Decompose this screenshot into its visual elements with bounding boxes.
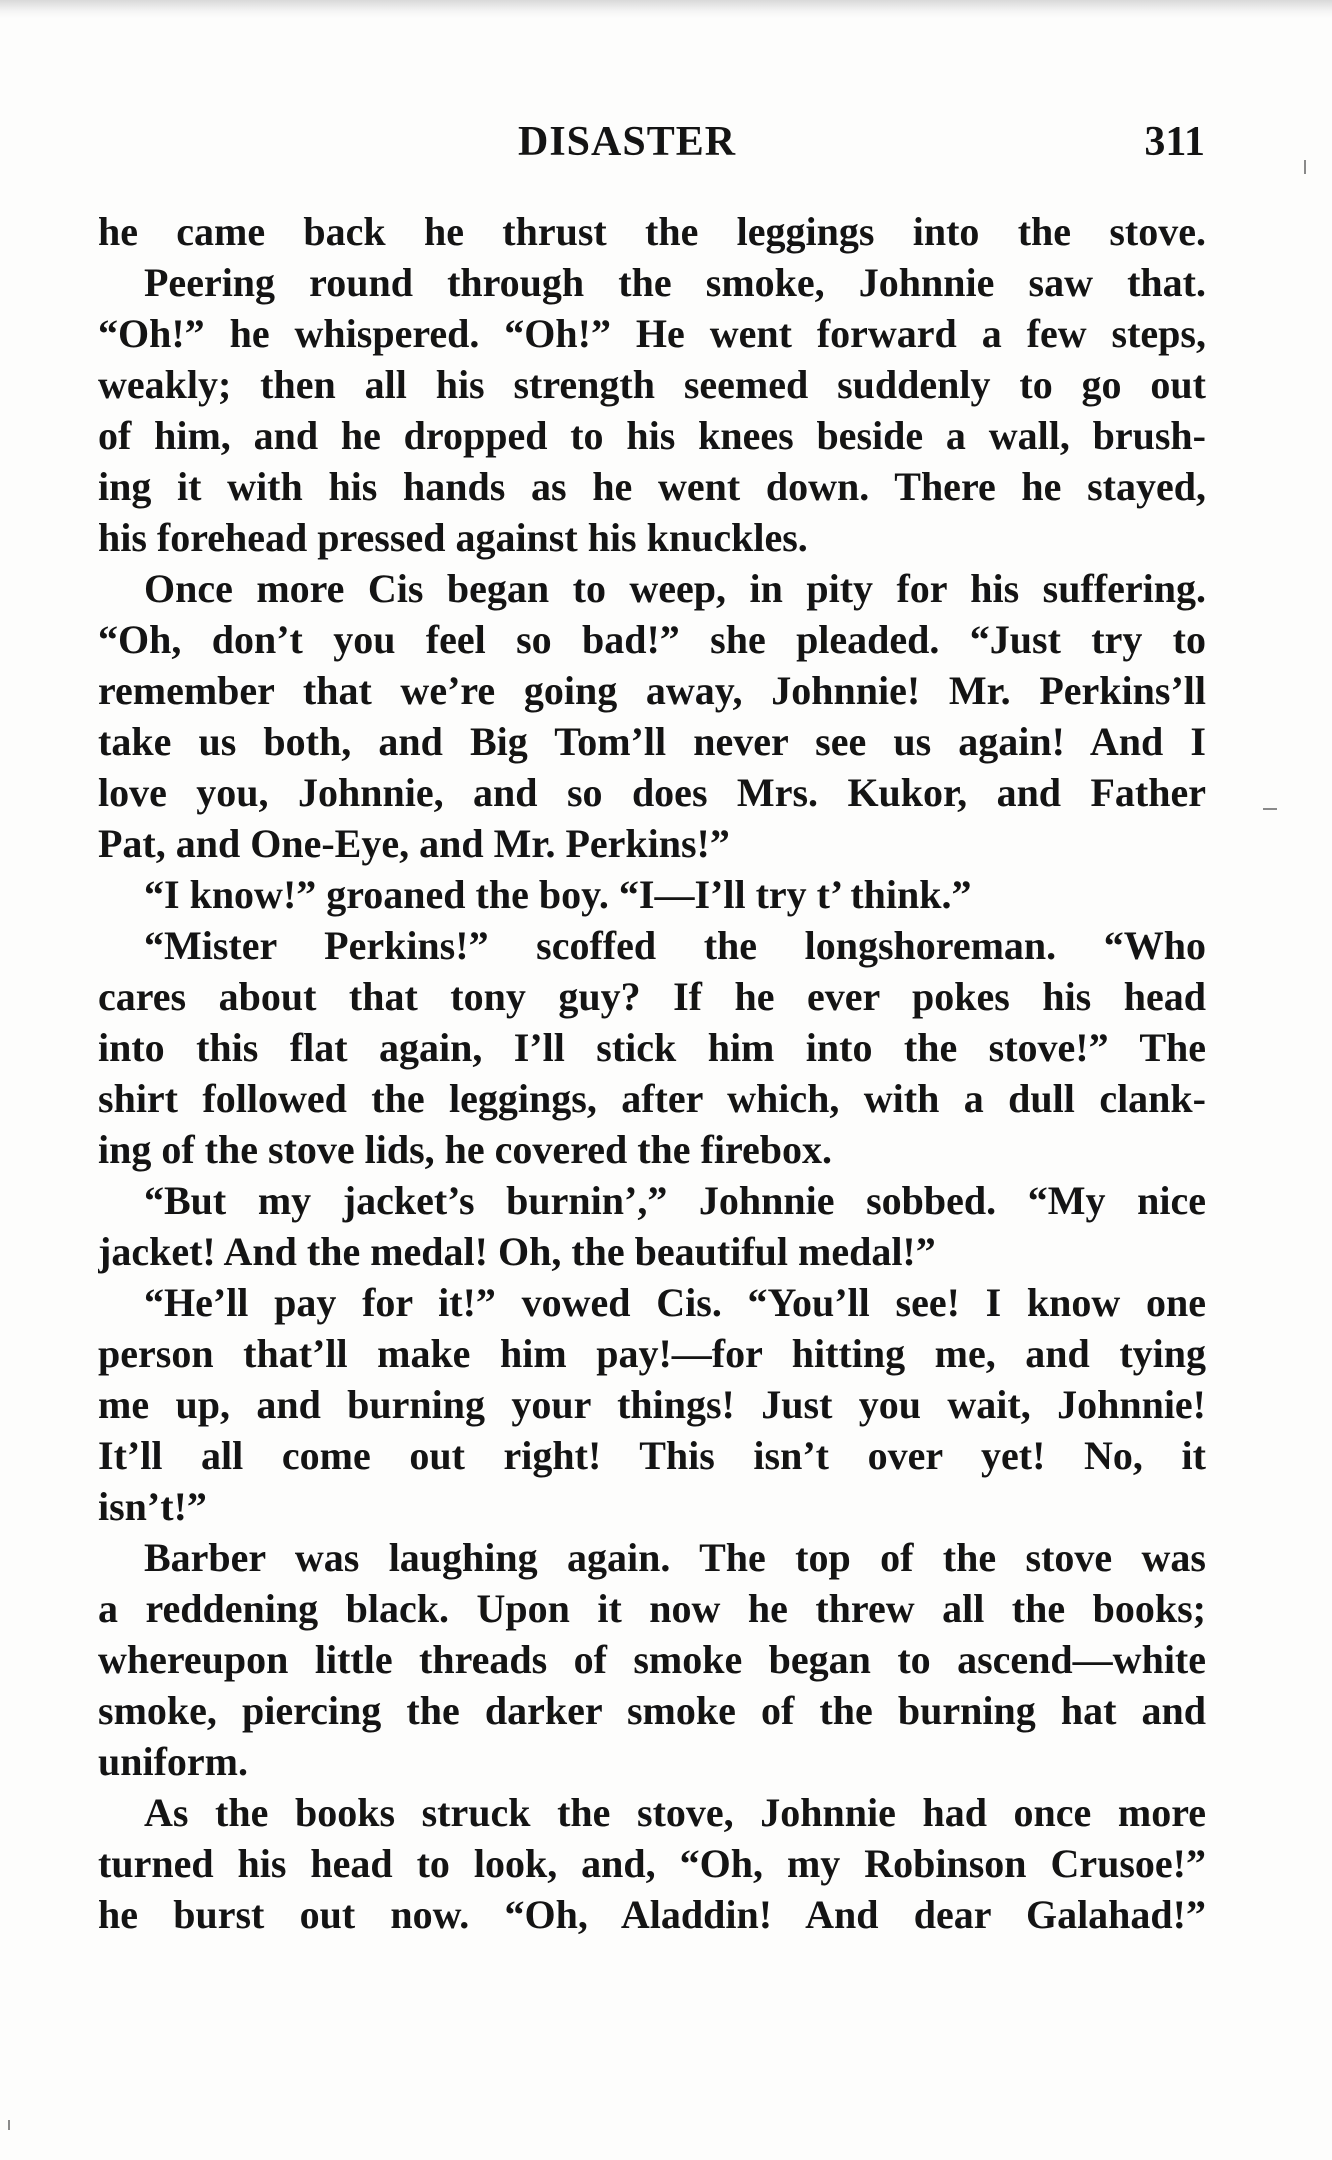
text-line: into this flat again, I’ll stick him into the stove!” The bbox=[98, 1025, 1206, 1070]
body-text bbox=[98, 206, 1206, 1940]
text-line: ing of the stove lids, he covered the firebox. bbox=[98, 1127, 833, 1172]
text-line: his forehead pressed against his knuckles. bbox=[98, 515, 808, 560]
text-line: Peering round through the smoke, Johnnie saw that. bbox=[144, 260, 1206, 305]
text-line: smoke, piercing the darker smoke of the burning hat and bbox=[98, 1688, 1206, 1733]
text-line: love you, Johnnie, and so does Mrs. Kukor, and Father bbox=[98, 770, 1206, 815]
text-line: me up, and burning your things! Just you wait, Johnnie! bbox=[98, 1382, 1206, 1427]
text-line: “Oh, don’t you feel so bad!” she pleaded. “Just try to bbox=[98, 617, 1206, 662]
text-line: uniform. bbox=[98, 1739, 248, 1784]
text-line: “Mister Perkins!” scoffed the longshoreman. “Who bbox=[144, 923, 1206, 968]
page-top-edge bbox=[0, 0, 1332, 18]
text-line: take us both, and Big Tom’ll never see us again! And I bbox=[98, 719, 1206, 764]
text-line: whereupon little threads of smoke began to ascend—white bbox=[98, 1637, 1206, 1682]
text-line: remember that we’re going away, Johnnie! Mr. Perkins’ll bbox=[98, 668, 1206, 713]
text-line: weakly; then all his strength seemed suddenly to go out bbox=[98, 362, 1206, 407]
scan-speck bbox=[1263, 808, 1277, 810]
text-line: It’ll all come out right! This isn’t over yet! No, it bbox=[98, 1433, 1206, 1478]
scan-speck bbox=[1304, 160, 1306, 174]
text-line: “Oh!” he whispered. “Oh!” He went forward a few steps, bbox=[98, 311, 1206, 356]
text-line: he burst out now. “Oh, Aladdin! And dear Galahad!” bbox=[98, 1892, 1206, 1937]
text-line: Pat, and One-Eye, and Mr. Perkins!” bbox=[98, 821, 730, 866]
text-line: he came back he thrust the leggings into the stove. bbox=[98, 209, 1206, 254]
text-line: “I know!” groaned the boy. “I—I’ll try t’ think.” bbox=[144, 872, 972, 917]
text-line: jacket! And the medal! Oh, the beautiful medal!” bbox=[98, 1229, 936, 1274]
running-head: DISASTER bbox=[518, 119, 737, 165]
text-line: isn’t!” bbox=[98, 1484, 207, 1529]
text-line: “But my jacket’s burnin’,” Johnnie sobbed. “My nice bbox=[144, 1178, 1206, 1223]
text-line: Once more Cis began to weep, in pity for his suffering. bbox=[144, 566, 1206, 611]
scan-speck bbox=[8, 2120, 10, 2130]
text-line: a reddening black. Upon it now he threw all the books; bbox=[98, 1586, 1206, 1631]
text-line: turned his head to look, and, “Oh, my Robinson Crusoe!” bbox=[98, 1841, 1206, 1886]
text-line: cares about that tony guy? If he ever pokes his head bbox=[98, 974, 1206, 1019]
page-number: 311 bbox=[1144, 119, 1205, 165]
text-line: Barber was laughing again. The top of the stove was bbox=[144, 1535, 1206, 1580]
text-line: shirt followed the leggings, after which, with a dull clank- bbox=[98, 1076, 1206, 1121]
page-header bbox=[100, 118, 1205, 178]
text-line: person that’ll make him pay!—for hitting me, and tying bbox=[98, 1331, 1206, 1376]
text-line: As the books struck the stove, Johnnie had once more bbox=[144, 1790, 1206, 1835]
text-line: of him, and he dropped to his knees beside a wall, brush- bbox=[98, 413, 1206, 458]
text-line: “He’ll pay for it!” vowed Cis. “You’ll see! I know one bbox=[144, 1280, 1206, 1325]
text-line: ing it with his hands as he went down. There he stayed, bbox=[98, 464, 1206, 509]
